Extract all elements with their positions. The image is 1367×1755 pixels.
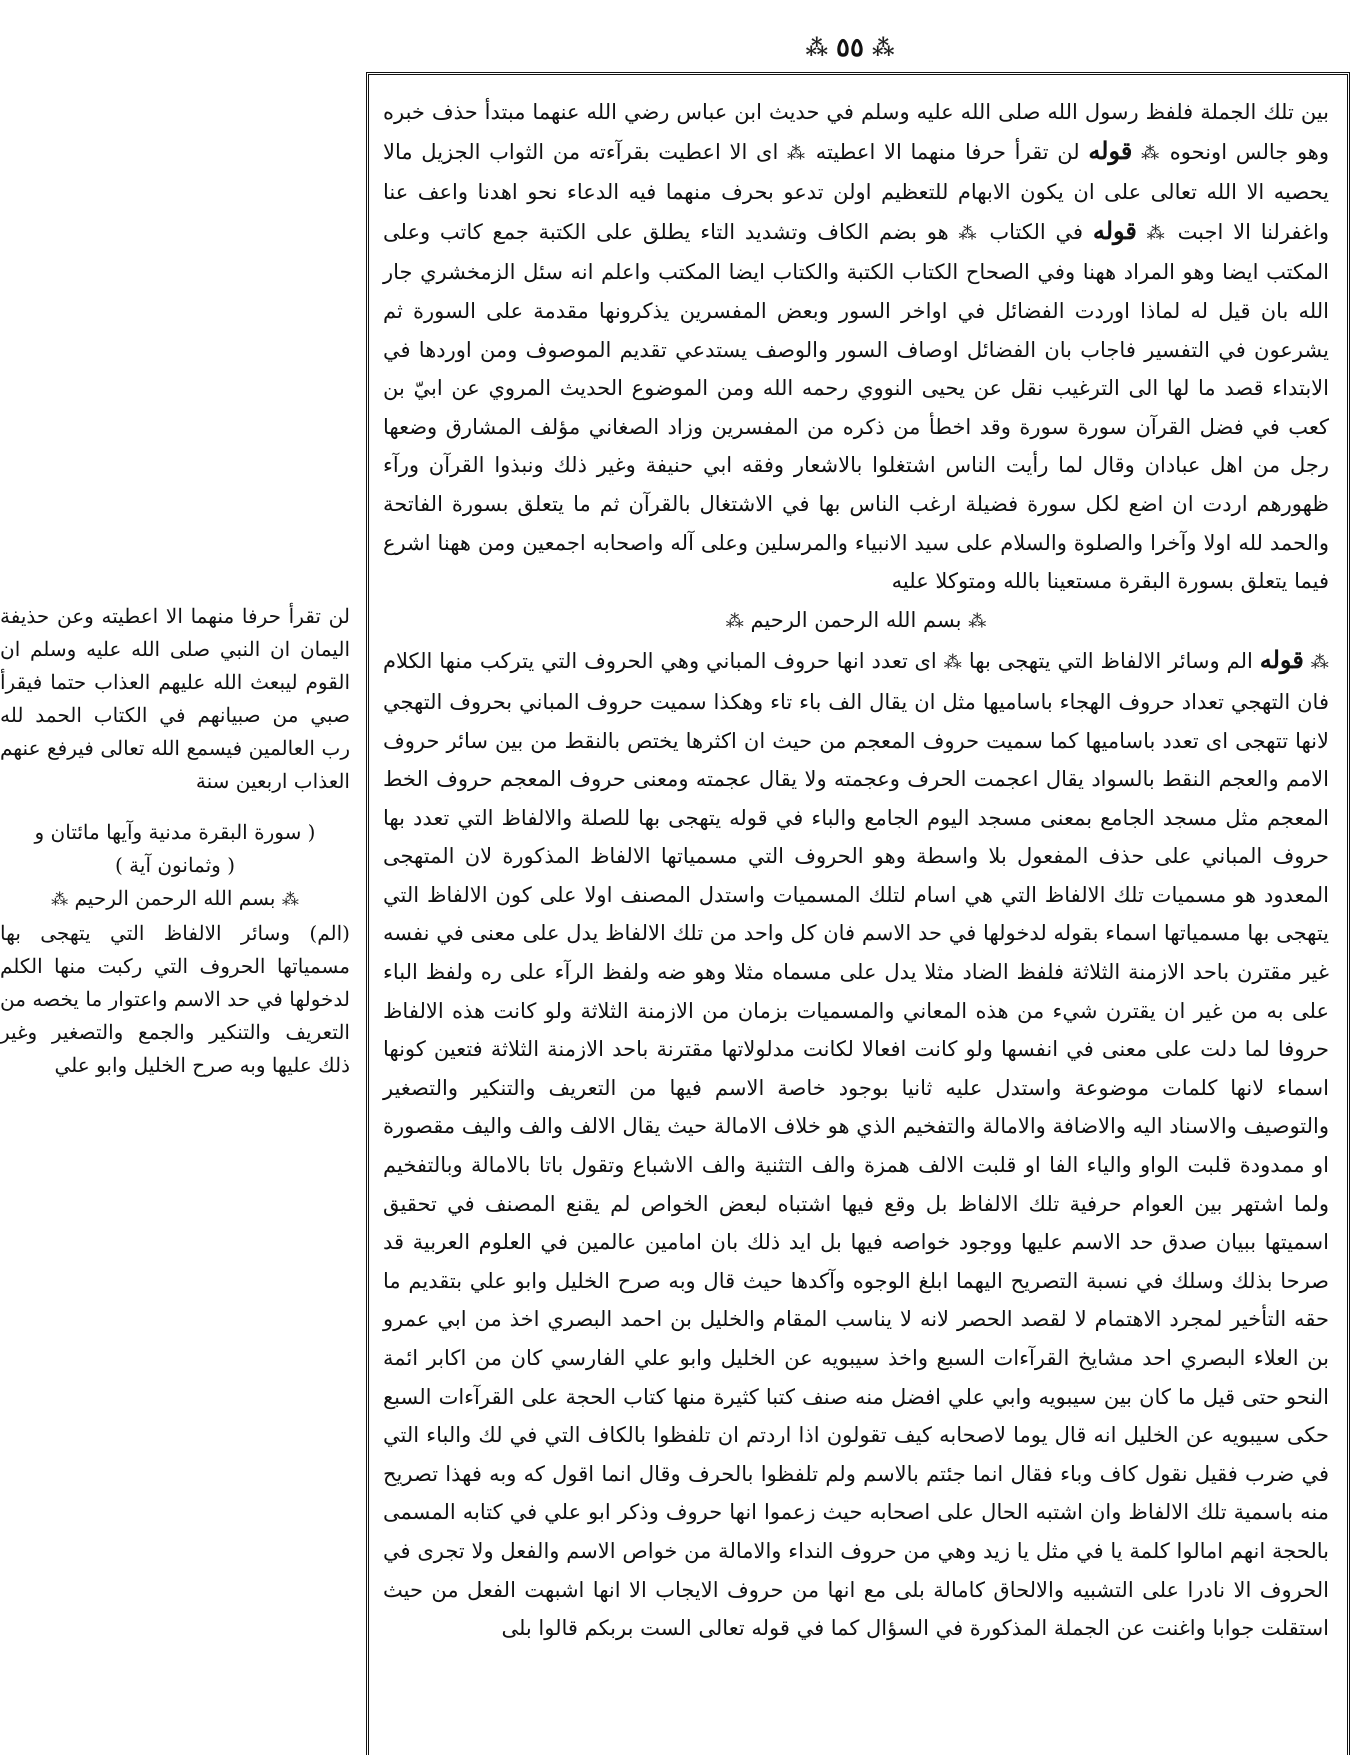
ornament-icon: ⁂ bbox=[1310, 652, 1329, 674]
side-paragraph: لن تقرأ حرفا منهما الا اعطيته وعن حذيفة اليمان ان النبي صلى الله عليه وسلم ان القوم ليبعث الله عليهم العذاب حتما فيقرأ صبي من صبيانهم في الكتاب الحمد لله رب العالمين فيسمع الله تعالى فيرفع عنهم العذاب اربعين سنة bbox=[0, 604, 350, 793]
side-basmala bbox=[0, 882, 350, 917]
surah-title-line: ( سورة البقرة مدنية وآيها مائتان و bbox=[34, 820, 316, 844]
basmala-text: بسم الله الرحمن الرحيم bbox=[750, 607, 962, 632]
ornament-icon: ⁂ bbox=[805, 35, 829, 61]
ornament-icon: ⁂ bbox=[943, 652, 962, 674]
keyword-qawluhu: قوله bbox=[1092, 215, 1137, 245]
ornament-icon: ⁂ bbox=[958, 222, 980, 244]
ornament-icon: ⁂ bbox=[871, 35, 895, 61]
main-commentary-text bbox=[383, 93, 1329, 1648]
quoted-phrase: في الكتاب bbox=[989, 219, 1084, 244]
ornament-icon: ⁂ bbox=[725, 610, 744, 632]
ornament-icon: ⁂ bbox=[787, 142, 808, 164]
ornament-icon: ⁂ bbox=[1141, 142, 1162, 164]
keyword-qawluhu: قوله bbox=[1259, 645, 1304, 675]
ornament-icon: ⁂ bbox=[1146, 222, 1168, 244]
paragraph: اى تعدد انها حروف المباني وهي الحروف التي يتركب منها الكلام فان التهجي تعداد حروف الهجاء باساميها مثل ان يقال الف باء تاء وهكذا سميت حروف المباني بحروف التهجي لانها تتهجى اى تعدد باساميها كما سميت حروف المعجم من حيث ان اكثرها يختص بالنقط من بين سائر حروف الامم والعجم النقط بالسواد يقال اعجمت الحرف وعجمته ولا يقال عجمته ومعنى حروف المعجم حروف الخط المعجم مثل مسجد الجامع بمعنى مسجد اليوم الجامع والباء في قوله يتهجى بها للصلة والالفاظ التي تعدد بها حروف المباني على حذف المفعول بلا واسطة وهو الحروف التي مسمياتها الالفاظ المذكورة لان المتهجى المعدود هو مسميات تلك الالفاظ التي هي اسام لتلك المسميات واستدل المصنف اولا على كون الالفاظ التي يتهجى بها مسمياتها اسماء بقوله لدخولها في حد الاسم فان كل واحد من تلك الالفاظ يدل على معنى في نفسه غير مقترن باحد الازمنة الثلاثة فلفظ الضاد مثلا يدل على مسماه مثلا وهو ضه ولفظ الرآء على ره ولفظ الباء على به من غير ان يقترن شيء من هذه المعاني والمسميات بزمان من الازمنة الثلاثة ولو كانت هذه الالفاظ حروفا لما دلت على معنى في انفسها ولو كانت افعالا لكانت مدلولاتها مقترنة باحد الازمنة الثلاثة فتعين كونها اسماء لانها كلمات موضوعة واستدل عليه ثانيا بوجود خاصة الاسم فيها من التعريف والتنكير والتصغير والتوصيف والاسناد اليه والاضافة والامالة والتفخيم الذي هو خلاف الامالة حيث يقال الالف والف واليف مقصورة او ممدودة قلبت الواو والياء الفا او قلبت الالف همزة والف التثنية والف الاشباع وتقول باتا بالامالة وبالتفخيم ولما اشتهر بين العوام حرفية تلك الالفاظ بل وقع فيها اشتباه لبعض الخواص لم يقنع المصنف في تحقيق اسميتها ببيان صدق حد الاسم عليها ووجود خواصه فيها بل ايد ذلك بان امامين عالمين في العلوم العربية قد صرحا بذلك وسلك في نسبة التصريح اليهما ابلغ الوجوه وآكدها حيث قال وبه صرح الخليل وابو علي بتقديم ما حقه التأخير لمجرد الاهتمام لا لقصد الحصر لانه لا يناسب المقام والخليل بن احمد البصري اخذ من ابي عمرو بن العلاء البصري احد مشايخ القرآءات السبع واخذ سيبويه عن الخليل وابو علي الفارسي كان من اكابر ائمة النحو حتى قيل ما كان بين سيبويه وابي علي افضل منه صنف كتبا كثيرة منها كتاب الحجة على القرآءات السبع حكى سيبويه عن الخليل انه قال يوما لاصحابه كيف تقولون اذا اردتم ان تلفظوا بالكاف التي في لك والباء التي في ضرب فقيل نقول كاف وباء فقال انما جئتم بالاسم ولم تلفظوا بالحرف وقال انما اقول كه وبه فهذا تصريح منه باسمية تلك الالفاظ وان اشتبه الحال على اصحابه حيث زعموا انها حروف وذكر ابو علي في كتابه المسمى بالحجة انهم امالوا كلمة يا في مثل يا زيد وهي من حروف النداء والامالة من خواص الاسم والفعل ولا تجرى في الحروف الا نادرا على التشبيه والالحاق كامالة بلى مع انها من حروف الايجاب الا انها اشبهت الفعل من حيث استقلت جوابا واغنت عن الجملة المذكورة في السؤال كما في قوله تعالى الست بربكم قالوا بلى bbox=[383, 649, 1329, 1641]
side-paragraph: (الم) وسائر الالفاظ التي يتهجى بها مسمياتها الحروف التي ركبت منها الكلم لدخولها في حد الاسم واعتوار ما يخصه من التعريف والتنكير والجمع والتصغير وغير ذلك عليها وبه صرح الخليل وابو علي bbox=[0, 921, 350, 1077]
paragraph: بين تلك الجملة فلفظ رسول الله صلى الله عليه وسلم في حديث ابن عباس رضي الله عنهما مبتدأ حذف خبره وهو جالس اونحوه bbox=[383, 100, 1330, 164]
keyword-qawluhu: قوله bbox=[1088, 135, 1133, 165]
paragraph: اى الا اعطيت بقرآءته من الثواب الجزيل مالا يحصيه الا الله تعالى على ان يكون الابهام للتعظيم اولن تدعو بحرف منهما فيه الدعاء نحو اهدنا واعف عنا واغفرلنا الا اجبت bbox=[383, 139, 1329, 244]
surah-title-line: ( وثمانون آية ) bbox=[115, 853, 235, 877]
page-number-text: ٥٥ bbox=[836, 33, 864, 63]
side-text-column bbox=[0, 600, 350, 1100]
paragraph: هو بضم الكاف وتشديد التاء يطلق على الكتبة جمع كاتب وعلى المكتب ايضا وهو المراد ههنا وفي الصحاح الكتاب الكتبة والكتاب ايضا المكتب واعلم انه سئل الزمخشري جار الله بان قيل له لماذا اوردت الفضائل في اواخر السور وبعض المفسرين يذكرونها مقدمة على السورة ثم يشرعون في التفسير فاجاب بان الفضائل اوصاف السور والوصف يستدعي تقديم الموصوف ومن اوردها في الابتداء قصد ما لها الى الترغيب نقل عن يحيى النووي رحمه الله ومن الموضوع الحديث المروي عن ابيّ بن كعب في فضل القرآن سورة سورة وقد اخطأ من ذكره من المفسرين وزاد الصغاني مؤلف المشارق وضعها رجل من اهل عبادان وقال لما رأيت الناس اشتغلوا بالاشعار وفقه ابي حنيفة وغير ذلك ونبذوا القرآن ورآء ظهورهم اردت ان اضع لكل سورة فضيلة ارغب الناس بها في الاشتغال بالقرآن ثم ما يتعلق بسورة الفاتحة والحمد لله اولا وآخرا والصلوة والسلام على سيد الانبياء والمرسلين وعلى آله واصحابه اجمعين ومن ههنا اشرع فيما يتعلق بسورة البقرة مستعينا بالله ومتوكلا عليه bbox=[383, 219, 1329, 594]
ornament-icon: ⁂ bbox=[51, 890, 69, 910]
ornament-icon: ⁂ bbox=[968, 610, 987, 632]
quoted-phrase: الم وسائر الالفاظ التي يتهجى بها bbox=[968, 649, 1253, 674]
main-commentary-frame bbox=[366, 72, 1350, 1755]
ornament-icon: ⁂ bbox=[281, 890, 299, 910]
basmala-heading bbox=[383, 601, 1329, 642]
quoted-phrase: لن تقرأ حرفا منهما الا اعطيته bbox=[815, 139, 1080, 164]
basmala-text: بسم الله الرحمن الرحيم bbox=[74, 886, 276, 910]
page-number bbox=[780, 28, 920, 68]
